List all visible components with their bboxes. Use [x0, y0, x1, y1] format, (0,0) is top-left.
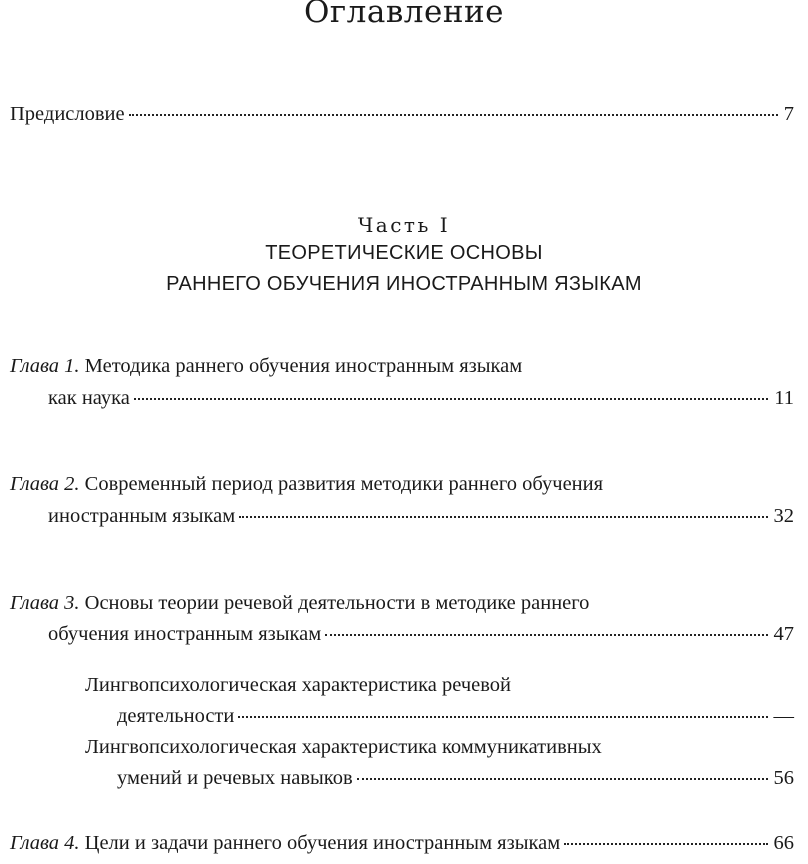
- dot-leader: [357, 778, 768, 780]
- chapter-prefix: Глава 2.: [10, 473, 80, 495]
- dot-leader: [239, 516, 767, 518]
- toc-page-number: 66: [773, 832, 794, 854]
- toc-page-number: —: [773, 705, 794, 727]
- toc-section-3-2-line1[interactable]: [85, 734, 602, 760]
- toc-page-number: 7: [783, 103, 794, 125]
- toc-section-3-1-line1[interactable]: [85, 672, 511, 698]
- section-title-cont: умений и речевых навыков: [117, 767, 353, 789]
- part-label: Часть I: [357, 213, 451, 237]
- toc-section-3-1-line2[interactable]: [117, 703, 794, 729]
- chapter-title: Цели и задачи раннего обучения иностранным языкам: [79, 832, 561, 854]
- toc-page-number: 32: [773, 505, 794, 527]
- dot-leader: [325, 634, 767, 636]
- toc-entry-label: Предисловие: [10, 103, 125, 125]
- part-title-line2: РАННЕГО ОБУЧЕНИЯ ИНОСТРАННЫМ ЯЗЫКАМ: [166, 273, 642, 295]
- toc-entry-chapter-3-line2[interactable]: [48, 621, 794, 647]
- chapter-prefix: Глава 1.: [10, 355, 80, 377]
- toc-entry-chapter-2-line1[interactable]: [10, 471, 603, 497]
- toc-entry-preface[interactable]: [10, 101, 794, 127]
- toc-entry-chapter-3-line1[interactable]: [10, 590, 589, 616]
- section-title: Лингвопсихологическая характеристика речевой: [85, 674, 512, 696]
- dot-leader: [238, 716, 767, 718]
- toc-section-3-2-line2[interactable]: [117, 765, 794, 791]
- dot-leader: [129, 114, 778, 116]
- page-title: Оглавление: [304, 0, 504, 30]
- dot-leader: [134, 398, 768, 400]
- chapter-title: Методика раннего обучения иностранным языкам: [79, 355, 523, 377]
- toc-page-number: 47: [773, 623, 794, 645]
- toc-entry-chapter-1-line2[interactable]: [48, 385, 794, 411]
- chapter-title: Основы теории речевой деятельности в методике раннего: [79, 592, 590, 614]
- dot-leader: [564, 843, 767, 845]
- toc-page-number: 11: [774, 387, 794, 409]
- chapter-prefix: Глава 3.: [10, 592, 80, 614]
- chapter-title: Современный период развития методики раннего обучения: [79, 473, 604, 495]
- chapter-title-cont: обучения иностранным языкам: [48, 623, 322, 645]
- chapter-prefix: Глава 4.: [10, 832, 80, 854]
- section-title: Лингвопсихологическая характеристика коммуникативных: [85, 736, 602, 758]
- toc-entry-chapter-4[interactable]: [10, 830, 794, 856]
- part-title-line1: ТЕОРЕТИЧЕСКИЕ ОСНОВЫ: [265, 242, 543, 264]
- toc-entry-chapter-1-line1[interactable]: [10, 353, 522, 379]
- chapter-title-cont: как наука: [48, 387, 130, 409]
- section-title-cont: деятельности: [117, 705, 235, 727]
- toc-page-number: 56: [773, 767, 794, 789]
- toc-entry-chapter-2-line2[interactable]: [48, 503, 794, 529]
- chapter-title-cont: иностранным языкам: [48, 505, 236, 527]
